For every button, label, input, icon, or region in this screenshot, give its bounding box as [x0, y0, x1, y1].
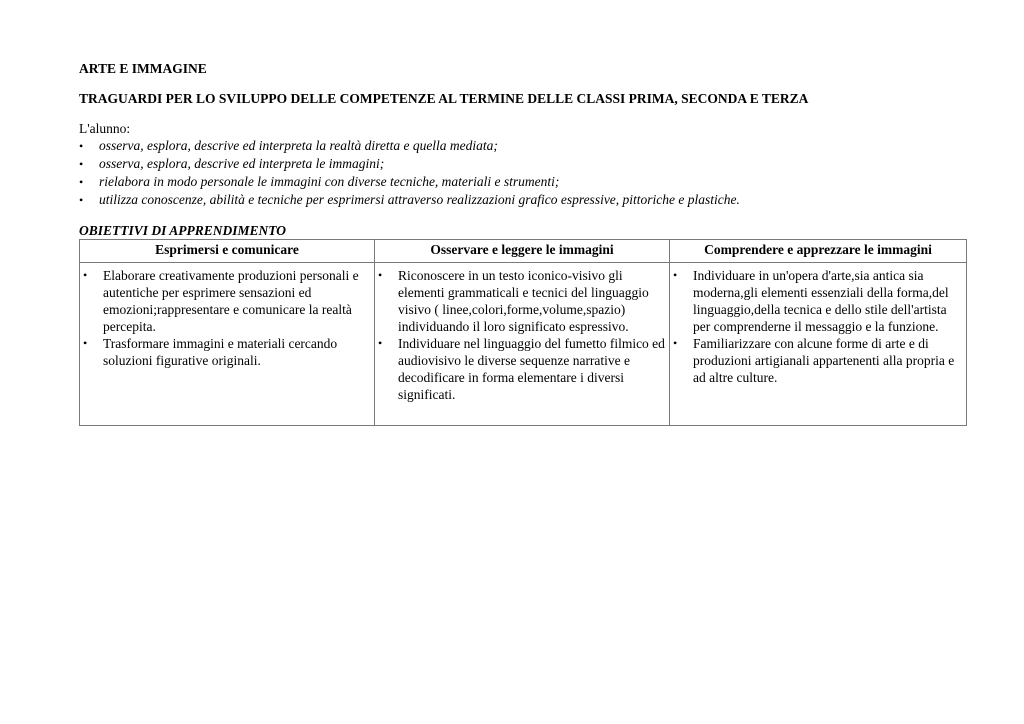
bullet-icon: • [83, 268, 88, 282]
intro-text: L'alunno: [79, 121, 131, 136]
column-header: Osservare e leggere le immagini [375, 240, 670, 263]
list-item: • osserva, esplora, descrive ed interpreta la realtà diretta e quella mediata; [79, 138, 498, 153]
table-cell [375, 263, 670, 426]
list-item: • osserva, esplora, descrive ed interpreta le immagini; [79, 156, 385, 171]
bullet-icon: • [673, 336, 678, 350]
objectives-heading: OBIETTIVI DI APPRENDIMENTO [79, 223, 287, 238]
list-item: • Riconoscere in un testo iconico-visivo gli elementi grammaticali e tecnici del linguaggio visivo ( linee,colori,forme,volume,spazio) individuando il loro significato espressivo. [378, 268, 649, 334]
list-item: • Individuare in un'opera d'arte,sia antica sia moderna,gli elementi essenziali della forma,del linguaggio,della tecnica e dello stile dell'artista per comprenderne il messaggio e la funzione. [673, 268, 949, 334]
list-item: • Elaborare creativamente produzioni personali e autentiche per esprimere sensazioni ed emozioni;rappresentare e comunicare la realtà percepita. [83, 268, 359, 334]
column-header: Comprendere e apprezzare le immagini [670, 240, 967, 263]
bullet-icon: • [79, 157, 84, 171]
bullet-icon: • [79, 193, 84, 207]
list-item: • utilizza conoscenze, abilità e tecniche per esprimersi attraverso realizzazioni grafico espressive, pittoriche e plastiche. [79, 192, 740, 207]
list-item: • Individuare nel linguaggio del fumetto filmico ed audiovisivo le diverse sequenze narrative e decodificare in forma elementare i diversi significati. [378, 336, 665, 402]
list-item: • Familiarizzare con alcune forme di arte e di produzioni artigianali appartenenti alla propria e ad altre culture. [673, 336, 955, 385]
document-title: ARTE E IMMAGINE [79, 61, 207, 76]
objectives-table [79, 239, 967, 426]
table-cell [80, 263, 375, 426]
table-row [80, 263, 967, 426]
bullet-icon: • [378, 336, 383, 350]
bullet-icon: • [79, 139, 84, 153]
document-subtitle: TRAGUARDI PER LO SVILUPPO DELLE COMPETENZE AL TERMINE DELLE CLASSI PRIMA, SECONDA E TERZA [79, 91, 809, 106]
table-header-row [80, 240, 967, 263]
bullet-icon: • [378, 268, 383, 282]
table-cell [670, 263, 967, 426]
bullet-icon: • [673, 268, 678, 282]
bullet-icon: • [79, 175, 84, 189]
list-item: • rielabora in modo personale le immagini con diverse tecniche, materiali e strumenti; [79, 174, 560, 189]
column-header: Esprimersi e comunicare [80, 240, 375, 263]
list-item: • Trasformare immagini e materiali cercando soluzioni figurative originali. [83, 336, 338, 368]
bullet-icon: • [83, 336, 88, 350]
traguardi-list [79, 137, 740, 209]
